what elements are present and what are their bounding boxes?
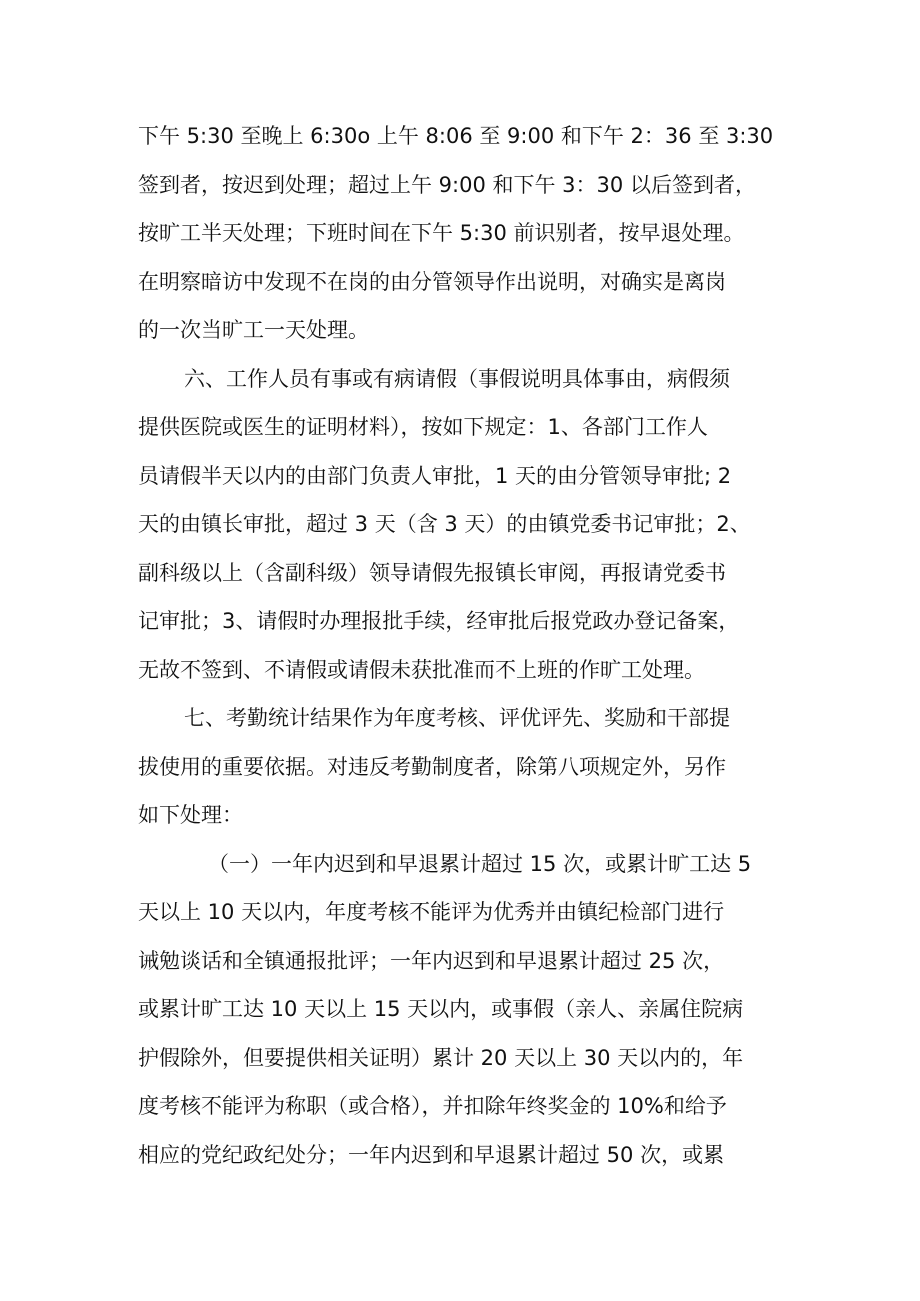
text-line: 天的由镇长审批，超过 3 天（含 3 天）的由镇党委书记审批；2、 (138, 512, 751, 536)
text-line: 签到者，按迟到处理；超过上午 9:00 和下午 3：30 以后签到者， (138, 172, 756, 197)
text-line: 如下处理： (138, 803, 243, 827)
text-line: 无故不签到、不请假或请假未获批准而不上班的作旷工处理。 (138, 657, 705, 682)
text-line: 副科级以上（含副科级）领导请假先报镇长审阅，再报请党委书 (138, 560, 726, 585)
text-line: 的一次当旷工一天处理。 (138, 318, 369, 342)
text-line: 在明察暗访中发现不在岗的由分管领导作出说明，对确实是离岗 (138, 269, 726, 294)
text-line: 记审批；3、请假时办理报批手续，经审批后报党政办登记备案， (138, 609, 740, 633)
text-line: 度考核不能评为称职（或合格），并扣除年终奖金的 10%和给予 (138, 1094, 727, 1118)
text-line: 相应的党纪政纪处分；一年内迟到和早退累计超过 50 次，或累 (138, 1142, 725, 1167)
text-line: 拔使用的重要依据。对违反考勤制度者，除第八项规定外，另作 (138, 754, 726, 779)
section-seven-start: 七、考勤统计结果作为年度考核、评优评先、奖励和干部提 (184, 706, 730, 730)
text-line: 护假除外，但要提供相关证明）累计 20 天以上 30 天以内的，年 (138, 1045, 744, 1070)
text-line: 提供医院或医生的证明材料），按如下规定：1、各部门工作人 (138, 415, 708, 439)
text-line: 按旷工半天处理；下班时间在下午 5:30 前识别者，按早退处理。 (138, 221, 745, 245)
document-body (138, 112, 798, 1179)
text-line: 下午 5:30 至晚上 6:30o 上午 8:06 至 9:00 和下午 2：36 至 3:30 (138, 124, 774, 148)
text-line: 或累计旷工达 10 天以上 15 天以内，或事假（亲人、亲属住院病 (138, 997, 744, 1021)
text-line: 员请假半天以内的由部门负责人审批，1 天的由分管领导审批; 2 (138, 463, 732, 488)
section-six-start: 六、工作人员有事或有病请假（事假说明具体事由，病假须 (184, 366, 730, 391)
subsection-one-start: （一）一年内迟到和早退累计超过 15 次，或累计旷工达 5 (208, 851, 752, 876)
text-line: 诫勉谈话和全镇通报批评；一年内迟到和早退累计超过 25 次， (138, 948, 725, 973)
text-line: 天以上 10 天以内，年度考核不能评为优秀并由镇纪检部门进行 (138, 900, 725, 924)
